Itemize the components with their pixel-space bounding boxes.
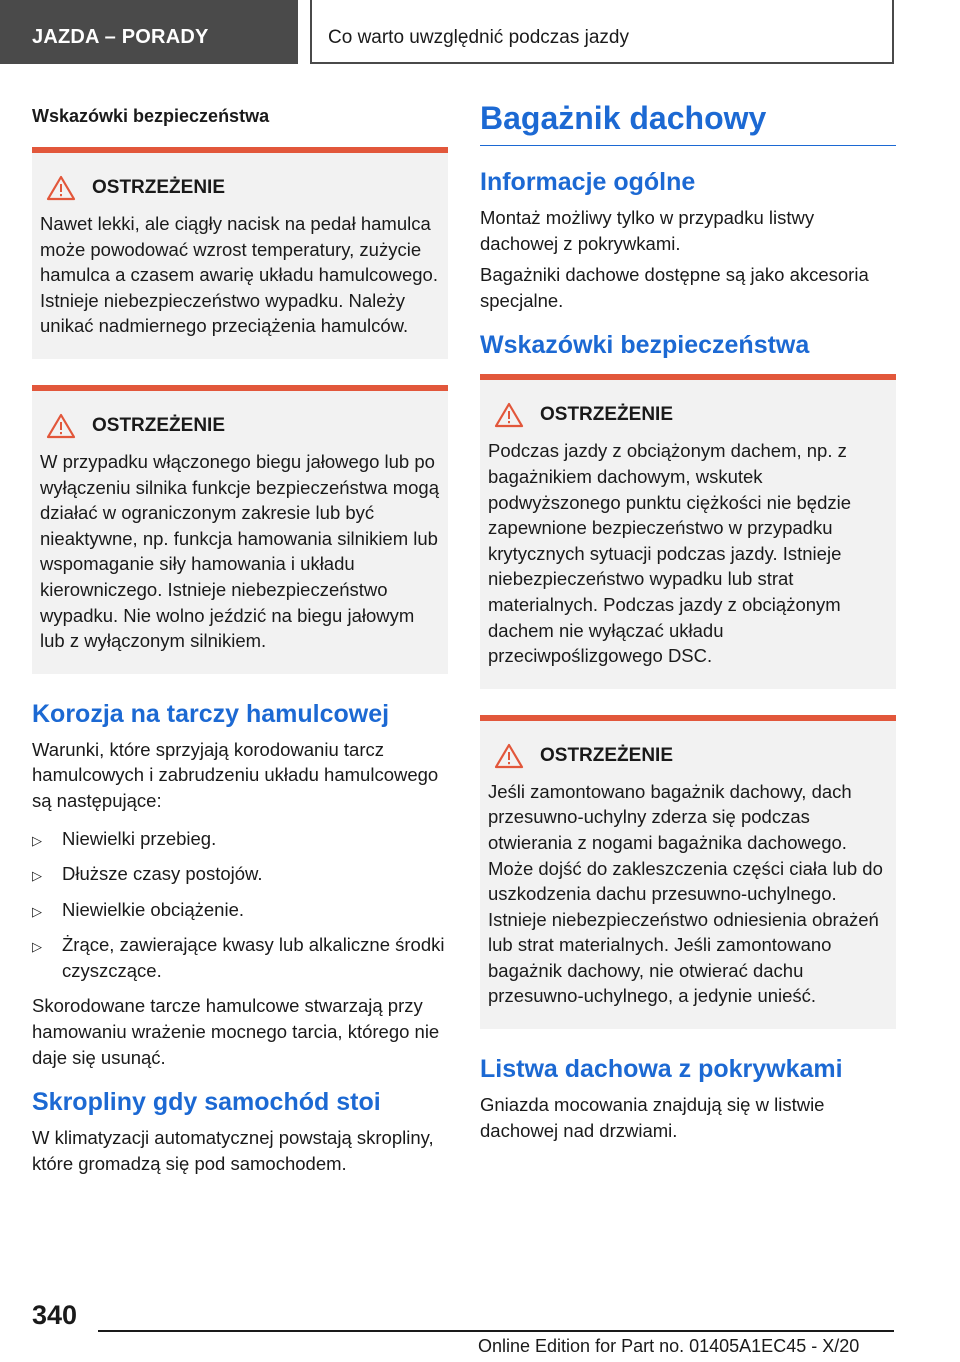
- page-number: 340: [32, 1300, 78, 1330]
- section-header: [0, 0, 298, 64]
- list-item: [32, 861, 448, 889]
- warning-title: OSTRZEŻENIE: [92, 177, 226, 198]
- section-title: JAZDA – PORADY: [32, 26, 209, 48]
- warning-text: Jeśli zamontowano bagażnik dachowy, dach przesuwno-uchylny zderza się podczas otwierania z nogami bagażnika dachowego. Może dojść do zakleszczenia części ciała lub do uszkodzenia dachu przesuwno-uchylnego. Istnieje niebezpieczeństwo odniesienia obrażeń lub strat materialnych. Jeśli zamontowano bagażnik dachowy, nie otwierać dachu przesuwno-uchylnego, a jedynie unieść.: [488, 780, 883, 1007]
- list-item-text: Niewielkie obciążenie.: [62, 898, 245, 920]
- list-item-text: Dłuższe czasy postojów.: [62, 863, 263, 885]
- warning-title: OSTRZEŻENIE: [540, 404, 674, 426]
- chapter-title: Co warto uwzględnić podczas jazdy: [328, 27, 629, 48]
- warning-text: W przypadku włączonego biegu jałowego lub po wyłączeniu silnika funkcje bezpieczeństwa mogą działać w ograniczonym zakresie lub być nieaktywne, np. funkcja hamowania silnikiem lub wspomaganie siły hamowania i układu kierowniczego. Istnieje niebezpieczeństwo wypadku. Nie wolno jeździć na biegu jałowym lub z wyłączonym silnikiem.: [40, 450, 439, 652]
- corrosion-intro: Warunki, które sprzyjają korodowaniu tarcz hamulcowych i zabrudzeniu układu hamulcowego są następujące:: [32, 738, 439, 811]
- corrosion-list: [32, 826, 448, 984]
- list-item-text: Żrące, zawierające kwasy lub alkaliczne środki czyszczące.: [62, 934, 445, 981]
- warning-title: OSTRZEŻENIE: [540, 744, 674, 766]
- warning-box: [32, 385, 448, 674]
- warning-triangle-icon: [494, 743, 524, 769]
- general-p2: Bagażniki dachowe dostępne są jako akcesoria specjalne.: [480, 264, 869, 311]
- triangle-right-icon: ▷: [32, 903, 42, 919]
- warning-header: [494, 743, 888, 769]
- left-column: [32, 98, 448, 1182]
- warning-header: [46, 175, 440, 201]
- right-column: [480, 98, 896, 1149]
- warning-header: [494, 402, 888, 428]
- corrosion-outro: Skorodowane tarcze hamulcowe stwarzają przy hamowaniu wrażenie mocnego tarcia, którego nie daje się usunąć.: [32, 995, 440, 1068]
- chapter-header: [310, 0, 894, 64]
- warning-text: Podczas jazdy z obciążonym dachem, np. z bagażnikiem dachowym, wskutek podwyższonego punktu ciężkości nie będzie zapewnione bezpieczeństwo w przypadku krytycznych sytuacji podczas jazdy. Istnieje niebezpieczeństwo wypadku lub strat materialnych. Podczas jazdy z obciążonym dachem nie wyłączać układu przeciwpoślizgowego DSC.: [488, 440, 852, 667]
- footer-edition: Online Edition for Part no. 01405A1EC45 - X/20: [478, 1336, 860, 1356]
- general-heading: Informacje ogólne: [480, 168, 696, 196]
- triangle-right-icon: ▷: [32, 939, 42, 955]
- corrosion-heading: Korozja na tarczy hamulcowej: [32, 699, 390, 728]
- rail-heading: Listwa dachowa z pokrywkami: [480, 1055, 843, 1084]
- rail-text: Gniazda mocowania znajdują się w listwie dachowej nad drzwiami.: [480, 1094, 825, 1141]
- list-item: [32, 897, 448, 925]
- triangle-right-icon: ▷: [32, 868, 42, 884]
- general-p1: Montaż możliwy tylko w przypadku listwy dachowej z pokrywkami.: [480, 207, 815, 254]
- footer-divider: [98, 1330, 894, 1332]
- warning-title: OSTRZEŻENIE: [92, 414, 226, 436]
- condensation-text: W klimatyzacji automatycznej powstają skropliny, które gromadzą się pod samochodem.: [32, 1127, 434, 1174]
- warning-triangle-icon: [46, 175, 76, 201]
- list-item: [32, 826, 448, 854]
- safety-title: Wskazówki bezpieczeństwa: [32, 106, 270, 126]
- warning-text: Nawet lekki, ale ciągły nacisk na pedał hamulca może powodować wzrost temperatury, zużycie hamulca a czasem awarię układu hamulcowego. Istnieje niebezpieczeństwo wypadku. Należy unikać nadmiernego przeciążenia hamulców.: [40, 213, 438, 337]
- page-title: Bagażnik dachowy: [480, 100, 896, 146]
- condensation-heading: Skropliny gdy samochód stoi: [32, 1088, 381, 1117]
- list-item-text: Niewielki przebieg.: [62, 827, 217, 849]
- warning-box: [480, 715, 896, 1029]
- warning-triangle-icon: [494, 402, 524, 428]
- list-item: [32, 932, 448, 983]
- warning-box: [32, 147, 448, 359]
- warning-triangle-icon: [46, 413, 76, 439]
- safety-heading: Wskazówki bezpieczeństwa: [480, 331, 810, 360]
- triangle-right-icon: ▷: [32, 832, 42, 848]
- warning-box: [480, 374, 896, 688]
- warning-header: [46, 413, 440, 439]
